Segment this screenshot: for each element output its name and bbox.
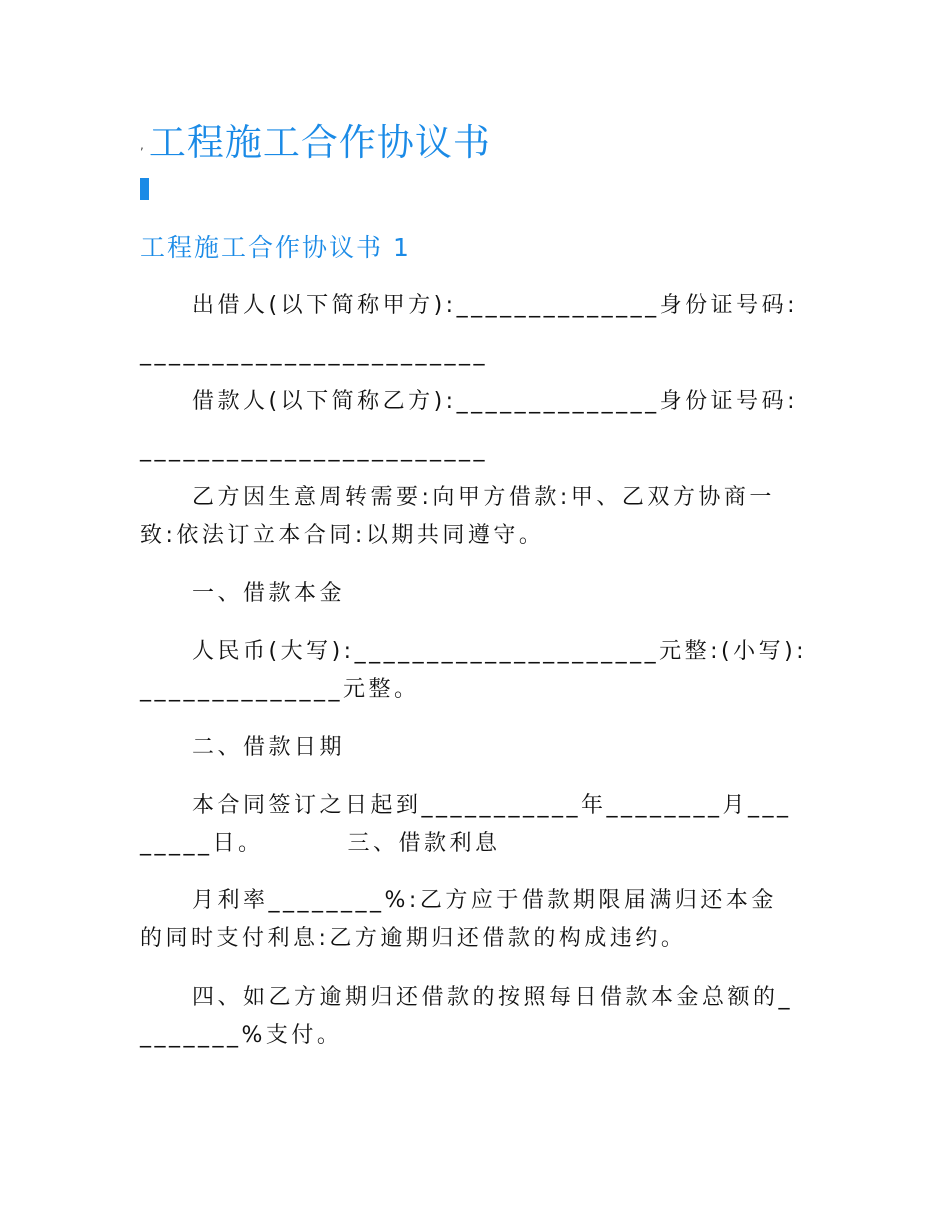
section-title: 工程施工合作协议书 1 bbox=[140, 233, 411, 262]
title-mark: , bbox=[140, 137, 145, 152]
document-title-text: 工程施工合作协议书 bbox=[148, 121, 491, 164]
lender-line: 出借人(以下简称甲方):______________身份证号码: bbox=[192, 293, 798, 318]
accent-bar bbox=[140, 178, 149, 200]
borrower-line: 借款人(以下简称乙方):______________身份证号码: bbox=[192, 389, 798, 414]
amount-line2: ______________元整。 bbox=[140, 677, 420, 702]
document-title bbox=[140, 112, 491, 166]
intro-paragraph-line2: 致:依法订立本合同:以期共同遵守。 bbox=[140, 523, 545, 548]
interest-line1: 月利率________%:乙方应于借款期限届满归还本金 bbox=[192, 888, 777, 913]
amount-line1: 人民币(大写):_____________________元整:(小写): bbox=[192, 639, 808, 664]
borrower-id-blank: ________________________ bbox=[140, 437, 488, 462]
clause-date-heading: 二、借款日期 bbox=[192, 735, 346, 760]
interest-line2: 的同时支付利息:乙方逾期归还借款的构成违约。 bbox=[140, 926, 687, 951]
intro-paragraph-line1: 乙方因生意周转需要:向甲方借款:甲、乙双方协商一 bbox=[192, 485, 775, 510]
lender-id-blank: ________________________ bbox=[140, 341, 488, 366]
clause-principal-heading: 一、借款本金 bbox=[192, 581, 346, 606]
penalty-line1: 四、如乙方逾期归还借款的按照每日借款本金总额的_ bbox=[192, 985, 794, 1010]
date-line2: _____日。 三、借款利息 bbox=[140, 831, 501, 856]
date-line1: 本合同签订之日起到___________年________月___ bbox=[192, 793, 792, 818]
penalty-line2: _______%支付。 bbox=[140, 1023, 343, 1048]
